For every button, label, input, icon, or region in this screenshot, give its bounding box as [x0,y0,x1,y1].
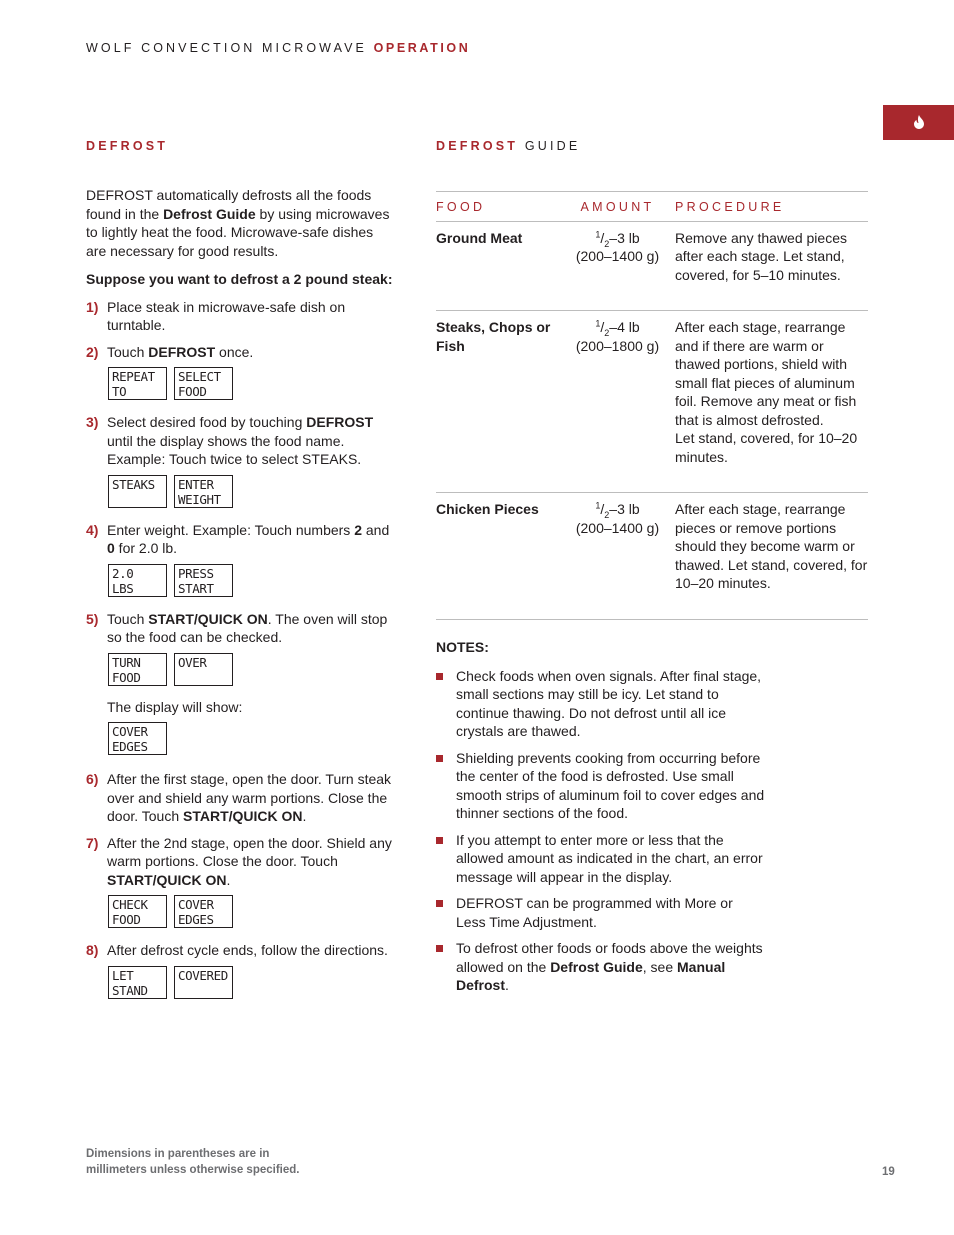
lcd-display: COVERED [174,966,233,999]
column-header: PROCEDURE [675,192,868,222]
display-single [108,722,396,755]
procedure-cell: After each stage, rearrange pieces or remove portions should they become warm or thawed. Let stand, covered, for 10–20 minutes. [675,493,868,620]
notes-section [436,638,766,1003]
table-header-row [436,192,868,222]
step-6: 6) After the first stage, open the door. Turn steak over and shield any warm portions. Close the door. Touch START/QUICK ON. [86,771,392,824]
note-item: To defrost other foods or foods above the weights allowed on the Defrost Guide, see Manual Defrost. [436,939,766,995]
lcd-display: TURN FOOD [108,653,167,686]
step-3: 3) Select desired food by touching DEFROST until the display shows the food name. Example: Touch twice to select STEAKS. [86,414,374,467]
display-pair [108,564,396,597]
table-row [436,221,868,311]
lcd-display: ENTER WEIGHT [174,475,233,508]
bullet-icon [436,755,443,762]
footer-note: Dimensions in parentheses are in millimeters unless otherwise specified. [86,1148,300,1176]
food-cell: Steaks, Chops or Fish [436,311,560,493]
lcd-display: STEAKS [108,475,167,508]
note-item: DEFROST can be programmed with More or Less Time Adjustment. [436,894,766,931]
amount-cell: $^1/_2-3$ lb (200–1400 g) [560,221,675,311]
step-2: 2) Touch DEFROST once. [86,343,254,360]
table-row [436,311,868,493]
display-will-show: The display will show: [107,698,243,715]
procedure-cell: Remove any thawed pieces after each stage. Let stand, covered, for 5–10 minutes. [675,221,868,311]
lcd-display: REPEAT TO [108,367,167,400]
lcd-display: PRESS START [174,564,233,597]
note-item: Check foods when oven signals. After final stage, small sections may still be icy. Let stand to continue thawing. Do not defrost until all ice crystals are thawed. [436,667,766,741]
display-pair [108,475,396,508]
defrost-title: DEFROST [86,139,169,153]
step-5: 5) Touch START/QUICK ON. The oven will stop so the food can be checked. [86,610,388,645]
guide-title: DEFROST GUIDE [436,139,581,153]
lcd-display: LET STAND [108,966,167,999]
procedure-cell: After each stage, rearrange and if there are warm or thawed portions, shield with small flat pieces of aluminum foil. Remove any meat or fish that is almost defrosted. Let stand, covered, for 10–20 minutes. [675,311,868,493]
display-pair [108,653,396,686]
bullet-icon [436,673,443,680]
bullet-icon [436,945,443,952]
lcd-display: COVER EDGES [174,895,233,928]
lcd-display: 2.0 LBS [108,564,167,597]
food-cell: Ground Meat [436,221,560,311]
example-heading: Suppose you want to defrost a 2 pound steak: [86,271,393,287]
display-pair [108,367,396,400]
amount-cell: $^1/_2-3$ lb (200–1400 g) [560,493,675,620]
defrost-intro: DEFROST automatically defrosts all the foods found in the Defrost Guide by using microwaves to lightly heat the food. Microwave-safe dishes are necessary for good results. [86,187,390,259]
page-number: 19 [882,1166,895,1178]
notes-title: NOTES: [436,639,489,655]
step-7: 7) After the 2nd stage, open the door. Shield any warm portions. Close the door. Touch START/QUICK ON. [86,834,392,888]
lcd-display: SELECT FOOD [174,367,233,400]
note-item: If you attempt to enter more or less that the allowed amount as indicated in the chart, an error message will appear in the display. [436,831,766,887]
column-header: AMOUNT [560,192,675,222]
defrost-instructions [86,186,396,999]
lcd-display: OVER [174,653,233,686]
step-8: 8) After defrost cycle ends, follow the directions. [86,942,388,958]
lcd-display: COVER EDGES [108,722,167,755]
flame-icon [913,115,925,129]
table-row [436,493,868,620]
section-tab [883,105,954,140]
note-item: Shielding prevents cooking from occurring before the center of the food is defrosted. Use small smooth strips of aluminum foil to cover edges and thinner sections of the food. [436,749,766,823]
display-pair [108,966,396,999]
amount-cell: $^1/_2-4$ lb (200–1800 g) [560,311,675,493]
step-1: 1) Place steak in microwave-safe dish on turntable. [86,298,346,333]
food-cell: Chicken Pieces [436,493,560,620]
bullet-icon [436,900,443,907]
column-header: FOOD [436,192,560,222]
header-section: OPERATION [373,41,471,55]
bullet-icon [436,837,443,844]
display-pair [108,895,396,928]
step-4: 4) Enter weight. Example: Touch numbers 2 and 0 for 2.0 lb. [86,521,390,556]
running-header [86,39,470,58]
defrost-guide-table [436,191,868,620]
lcd-display: CHECK FOOD [108,895,167,928]
header-brand: WOLF CONVECTION MICROWAVE [86,41,367,55]
